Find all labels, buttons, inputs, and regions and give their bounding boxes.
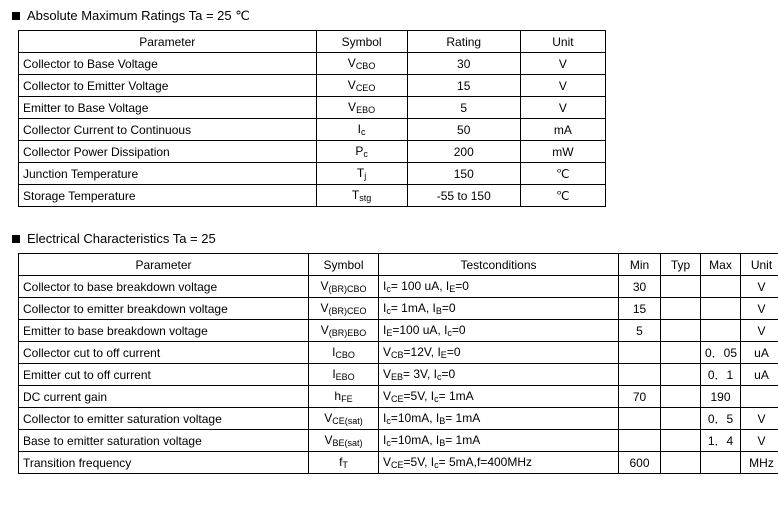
table-row bbox=[19, 276, 778, 298]
column-header-rating: Rating bbox=[407, 31, 520, 53]
cell-max: 1．4 bbox=[701, 430, 741, 452]
square-bullet-icon bbox=[12, 12, 20, 20]
symbol-main: V bbox=[348, 100, 357, 114]
cell-unit: V bbox=[520, 75, 605, 97]
symbol-main: V bbox=[347, 56, 356, 70]
symbol-main: T bbox=[356, 166, 365, 180]
cell-parameter: Emitter cut to off current bbox=[19, 364, 309, 386]
cell-unit: ℃ bbox=[520, 163, 605, 185]
cell-symbol: V(BR)CEO bbox=[309, 298, 379, 320]
cell-symbol bbox=[316, 163, 407, 185]
symbol-main: P bbox=[355, 144, 364, 158]
cell-rating: 5 bbox=[407, 97, 520, 119]
symbol-subscript: j bbox=[364, 171, 367, 181]
section-spacer bbox=[10, 207, 768, 229]
cell-unit: uA bbox=[741, 342, 778, 364]
cell-typ bbox=[661, 430, 701, 452]
table-row bbox=[19, 53, 606, 75]
cell-max: 0．5 bbox=[701, 408, 741, 430]
cell-max: 190 bbox=[701, 386, 741, 408]
cell-unit: V bbox=[741, 408, 778, 430]
cell-unit: V bbox=[741, 320, 778, 342]
column-header-max: Max bbox=[701, 254, 741, 276]
cell-unit: mA bbox=[520, 119, 605, 141]
cell-rating: 150 bbox=[407, 163, 520, 185]
cell-testconditions: Ic= 100 uA, IE=0 bbox=[379, 276, 619, 298]
symbol-subscript: stg bbox=[359, 193, 372, 203]
cell-unit: mW bbox=[520, 141, 605, 163]
symbol-subscript: EBO bbox=[356, 105, 376, 115]
cell-typ bbox=[661, 408, 701, 430]
cell-min: 30 bbox=[619, 276, 661, 298]
cell-testconditions: Ic=10mA, IB= 1mA bbox=[379, 430, 619, 452]
symbol-subscript: c bbox=[363, 149, 368, 159]
cell-testconditions: VCE=5V, Ic= 5mA,f=400MHz bbox=[379, 452, 619, 474]
column-header-unit: Unit bbox=[741, 254, 778, 276]
cell-symbol: hFE bbox=[309, 386, 379, 408]
cell-unit: V bbox=[741, 276, 778, 298]
cell-symbol: VCE(sat) bbox=[309, 408, 379, 430]
cell-parameter: Transition frequency bbox=[19, 452, 309, 474]
table-row bbox=[19, 408, 778, 430]
cell-symbol: ICBO bbox=[309, 342, 379, 364]
column-header-parameter: Parameter bbox=[19, 254, 309, 276]
table-row bbox=[19, 185, 606, 207]
cell-symbol bbox=[316, 53, 407, 75]
cell-max bbox=[701, 298, 741, 320]
table-row bbox=[19, 97, 606, 119]
cell-parameter: Collector to Base Voltage bbox=[19, 53, 317, 75]
table-row bbox=[19, 342, 778, 364]
cell-testconditions: VCE=5V, Ic= 1mA bbox=[379, 386, 619, 408]
cell-symbol bbox=[316, 75, 407, 97]
cell-max: 0．1 bbox=[701, 364, 741, 386]
column-header-symbol: Symbol bbox=[309, 254, 379, 276]
cell-min bbox=[619, 408, 661, 430]
square-bullet-icon bbox=[12, 235, 20, 243]
cell-parameter: Emitter to base breakdown voltage bbox=[19, 320, 309, 342]
cell-symbol: IEBO bbox=[309, 364, 379, 386]
symbol-subscript: CEO bbox=[355, 83, 376, 93]
cell-unit: ℃ bbox=[520, 185, 605, 207]
cell-typ bbox=[661, 342, 701, 364]
column-header-typ: Typ bbox=[661, 254, 701, 276]
cell-parameter: Collector to emitter breakdown voltage bbox=[19, 298, 309, 320]
cell-symbol bbox=[316, 119, 407, 141]
cell-unit: MHz bbox=[741, 452, 778, 474]
cell-min bbox=[619, 364, 661, 386]
cell-min: 600 bbox=[619, 452, 661, 474]
column-header-testconditions: Testconditions bbox=[379, 254, 619, 276]
cell-symbol bbox=[316, 97, 407, 119]
cell-rating: -55 to 150 bbox=[407, 185, 520, 207]
table-row bbox=[19, 364, 778, 386]
cell-parameter: Junction Temperature bbox=[19, 163, 317, 185]
cell-symbol: fT bbox=[309, 452, 379, 474]
symbol-main: T bbox=[351, 188, 360, 202]
table-row bbox=[19, 75, 606, 97]
table-row bbox=[19, 430, 778, 452]
cell-max bbox=[701, 276, 741, 298]
table-row bbox=[19, 119, 606, 141]
cell-symbol: V(BR)CBO bbox=[309, 276, 379, 298]
cell-parameter: Emitter to Base Voltage bbox=[19, 97, 317, 119]
column-header-symbol: Symbol bbox=[316, 31, 407, 53]
cell-parameter: Base to emitter saturation voltage bbox=[19, 430, 309, 452]
section-title-text: Absolute Maximum Ratings Ta = 25 ℃ bbox=[27, 8, 250, 23]
cell-parameter: Collector to emitter saturation voltage bbox=[19, 408, 309, 430]
column-header-parameter: Parameter bbox=[19, 31, 317, 53]
cell-testconditions: VCB=12V, IE=0 bbox=[379, 342, 619, 364]
cell-max bbox=[701, 320, 741, 342]
cell-typ bbox=[661, 298, 701, 320]
cell-unit: V bbox=[741, 430, 778, 452]
cell-unit: V bbox=[741, 298, 778, 320]
table-row bbox=[19, 320, 778, 342]
cell-typ bbox=[661, 276, 701, 298]
symbol-main: V bbox=[347, 78, 356, 92]
cell-parameter: Collector Power Dissipation bbox=[19, 141, 317, 163]
cell-symbol: V(BR)EBO bbox=[309, 320, 379, 342]
cell-rating: 200 bbox=[407, 141, 520, 163]
symbol-main: I bbox=[357, 122, 361, 136]
column-header-unit: Unit bbox=[520, 31, 605, 53]
cell-typ bbox=[661, 452, 701, 474]
cell-rating: 15 bbox=[407, 75, 520, 97]
cell-min bbox=[619, 430, 661, 452]
symbol-subscript: c bbox=[360, 127, 366, 137]
cell-max: 0．05 bbox=[701, 342, 741, 364]
cell-unit bbox=[741, 386, 778, 408]
table-row bbox=[19, 163, 606, 185]
cell-rating: 30 bbox=[407, 53, 520, 75]
cell-rating: 50 bbox=[407, 119, 520, 141]
table-header-row bbox=[19, 254, 778, 276]
cell-unit: V bbox=[520, 97, 605, 119]
cell-symbol bbox=[316, 141, 407, 163]
table-row bbox=[19, 298, 778, 320]
cell-testconditions: Ic= 1mA, IB=0 bbox=[379, 298, 619, 320]
cell-symbol bbox=[316, 185, 407, 207]
column-header-min: Min bbox=[619, 254, 661, 276]
cell-unit: uA bbox=[741, 364, 778, 386]
cell-unit: V bbox=[520, 53, 605, 75]
cell-symbol: VBE(sat) bbox=[309, 430, 379, 452]
symbol-subscript: CBO bbox=[355, 61, 376, 71]
table-row bbox=[19, 452, 778, 474]
cell-parameter: DC current gain bbox=[19, 386, 309, 408]
table-row bbox=[19, 141, 606, 163]
table-header-row bbox=[19, 31, 606, 53]
section-title-text: Electrical Characteristics Ta = 25 bbox=[27, 231, 216, 246]
cell-min: 5 bbox=[619, 320, 661, 342]
cell-testconditions: Ic=10mA, IB= 1mA bbox=[379, 408, 619, 430]
cell-typ bbox=[661, 364, 701, 386]
cell-parameter: Collector cut to off current bbox=[19, 342, 309, 364]
cell-typ bbox=[661, 320, 701, 342]
cell-parameter: Collector to Emitter Voltage bbox=[19, 75, 317, 97]
table-row bbox=[19, 386, 778, 408]
cell-testconditions: VEB= 3V, Ic=0 bbox=[379, 364, 619, 386]
cell-min bbox=[619, 342, 661, 364]
electrical-characteristics-table bbox=[18, 253, 778, 474]
cell-typ bbox=[661, 386, 701, 408]
section-heading-electrical-characteristics bbox=[12, 231, 768, 247]
cell-max bbox=[701, 452, 741, 474]
cell-min: 70 bbox=[619, 386, 661, 408]
cell-parameter: Storage Temperature bbox=[19, 185, 317, 207]
cell-parameter: Collector to base breakdown voltage bbox=[19, 276, 309, 298]
section-heading-absolute-maximum-ratings bbox=[12, 8, 768, 24]
cell-min: 15 bbox=[619, 298, 661, 320]
absolute-maximum-ratings-table bbox=[18, 30, 606, 207]
cell-testconditions: IE=100 uA, Ic=0 bbox=[379, 320, 619, 342]
cell-parameter: Collector Current to Continuous bbox=[19, 119, 317, 141]
